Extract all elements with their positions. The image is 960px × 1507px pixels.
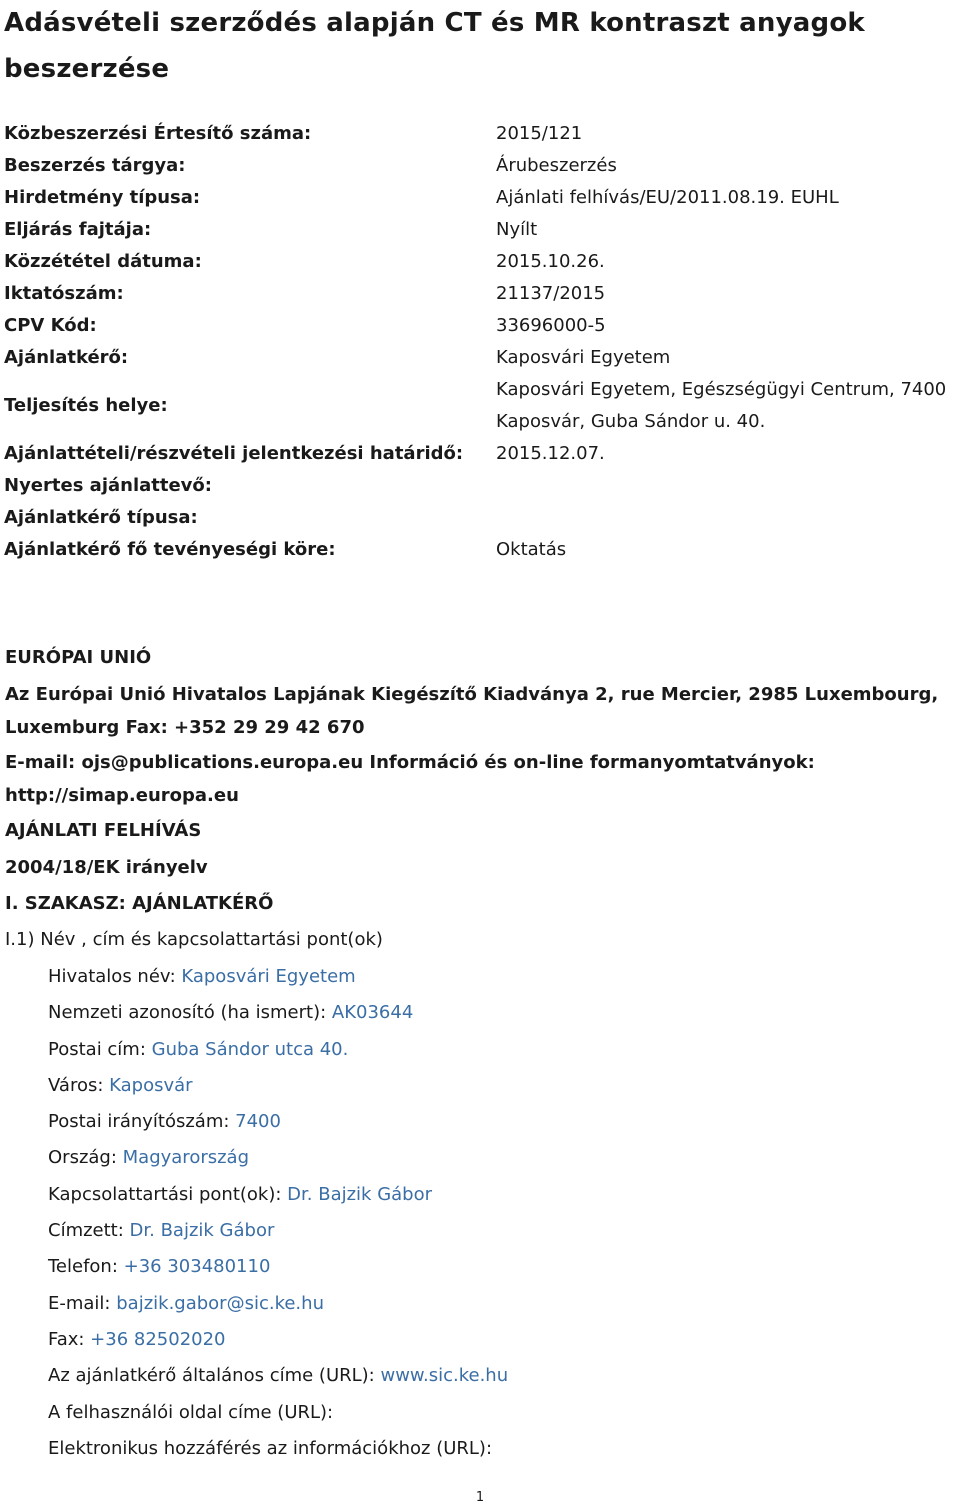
meta-label: Eljárás fajtája: <box>4 219 152 240</box>
field-value: Kaposvár <box>109 1074 193 1096</box>
field-value: Magyarország <box>122 1147 250 1169</box>
meta-label: Hirdetmény típusa: <box>4 187 201 208</box>
url-link[interactable]: www.sic.ke.hu <box>380 1365 509 1387</box>
meta-row <box>4 246 960 278</box>
field-value: +36 82502020 <box>90 1328 226 1350</box>
contact-fields <box>48 959 948 1467</box>
meta-value: 21137/2015 <box>496 283 606 304</box>
subsection-heading: I.1) Név , cím és kapcsolattartási pont(ok) <box>5 929 383 950</box>
field-row <box>48 1177 948 1213</box>
field-label: Elektronikus hozzáférés az információkhoz (URL): <box>48 1437 493 1459</box>
field-value: 7400 <box>235 1111 281 1133</box>
eu-address: Az Európai Unió Hivatalos Lapjának Kiegészítő Kiadványa 2, rue Mercier, 2985 Luxembourg, Luxemburg Fax: +352 29 29 42 670 <box>5 684 939 738</box>
directive: 2004/18/EK irányelv <box>5 857 208 878</box>
field-row <box>48 1140 948 1176</box>
meta-row <box>4 374 960 438</box>
meta-row <box>4 278 960 310</box>
meta-label: Ajánlatkérő: <box>4 347 129 368</box>
meta-row <box>4 342 960 374</box>
meta-value: Oktatás <box>496 539 567 560</box>
meta-label: Közzététel dátuma: <box>4 251 202 272</box>
meta-label: CPV Kód: <box>4 315 97 336</box>
field-label: Kapcsolattartási pont(ok): <box>48 1183 288 1205</box>
field-value: Kaposvári Egyetem <box>181 966 356 987</box>
field-row <box>48 1286 948 1322</box>
meta-value: 2015.12.07. <box>496 443 605 464</box>
meta-value: Kaposvári Egyetem, Egészségügyi Centrum, 7400 Kaposvár, Guba Sándor u. 40. <box>496 379 947 432</box>
meta-label: Nyertes ajánlattevő: <box>4 475 212 496</box>
meta-row <box>4 214 960 246</box>
eu-heading: EURÓPAI UNIÓ <box>5 647 152 668</box>
field-label: Címzett: <box>48 1220 130 1242</box>
field-row <box>48 1032 948 1068</box>
field-label: Hivatalos név: <box>48 966 182 987</box>
meta-value: 33696000-5 <box>496 315 606 336</box>
meta-row <box>4 502 960 534</box>
field-value: Dr. Bajzik Gábor <box>287 1183 433 1205</box>
meta-value: Ajánlati felhívás/EU/2011.08.19. EUHL <box>496 187 839 208</box>
field-label: Postai cím: <box>48 1038 152 1060</box>
meta-row <box>4 310 960 342</box>
meta-row <box>4 438 960 470</box>
field-label: Az ajánlatkérő általános címe (URL): <box>48 1365 381 1387</box>
meta-value: Árubeszerzés <box>496 155 617 176</box>
meta-table <box>4 118 960 566</box>
field-row <box>48 1249 948 1285</box>
field-row <box>48 1068 948 1104</box>
meta-value: Nyílt <box>496 219 538 240</box>
field-label: A felhasználói oldal címe (URL): <box>48 1401 334 1423</box>
meta-label: Ajánlatkérő fő tevényeségi köre: <box>4 539 336 560</box>
meta-value: 2015/121 <box>496 123 583 144</box>
field-label: Postai irányítószám: <box>48 1111 236 1133</box>
field-label: Ország: <box>48 1147 123 1169</box>
field-row <box>48 1213 948 1249</box>
field-row <box>48 1431 948 1467</box>
meta-row <box>4 118 960 150</box>
field-label: Nemzeti azonosító (ha ismert): <box>48 1002 332 1024</box>
meta-value: 2015.10.26. <box>496 251 605 272</box>
meta-label: Iktatószám: <box>4 283 124 304</box>
field-value: AK03644 <box>331 1002 414 1024</box>
field-value: Dr. Bajzik Gábor <box>129 1220 275 1242</box>
meta-row <box>4 470 960 502</box>
field-row <box>48 995 948 1031</box>
document-title: Adásvételi szerződés alapján CT és MR kontraszt anyagok beszerzése <box>4 8 865 84</box>
meta-label: Beszerzés tárgya: <box>4 155 186 176</box>
meta-label: Közbeszerzési Értesítő száma: <box>4 123 312 144</box>
field-row <box>48 959 948 995</box>
field-row <box>48 1395 948 1431</box>
meta-value: Kaposvári Egyetem <box>496 347 671 368</box>
field-label: E-mail: <box>48 1292 117 1314</box>
field-row <box>48 1322 948 1358</box>
field-value: Guba Sándor utca 40. <box>151 1038 349 1060</box>
email-link[interactable]: bajzik.gabor@sic.ke.hu <box>116 1292 324 1314</box>
field-row <box>48 1358 948 1394</box>
meta-label: Teljesítés helye: <box>4 395 168 416</box>
meta-row <box>4 150 960 182</box>
field-label: Telefon: <box>48 1256 124 1278</box>
field-label: Város: <box>48 1074 110 1096</box>
field-label: Fax: <box>48 1328 91 1350</box>
page-number: 1 <box>475 1490 485 1505</box>
meta-row <box>4 534 960 566</box>
field-value: +36 303480110 <box>123 1256 271 1278</box>
eu-contact: E-mail: ojs@publications.europa.eu Információ és on-line formanyomtatványok: http://simap.europa.eu <box>5 752 815 806</box>
meta-row <box>4 182 960 214</box>
section-heading: I. SZAKASZ: AJÁNLATKÉRŐ <box>5 893 274 914</box>
meta-label: Ajánlattételi/részvételi jelentkezési határidő: <box>4 443 464 464</box>
field-row <box>48 1104 948 1140</box>
notice-type: AJÁNLATI FELHÍVÁS <box>5 820 202 841</box>
meta-label: Ajánlatkérő típusa: <box>4 507 198 528</box>
